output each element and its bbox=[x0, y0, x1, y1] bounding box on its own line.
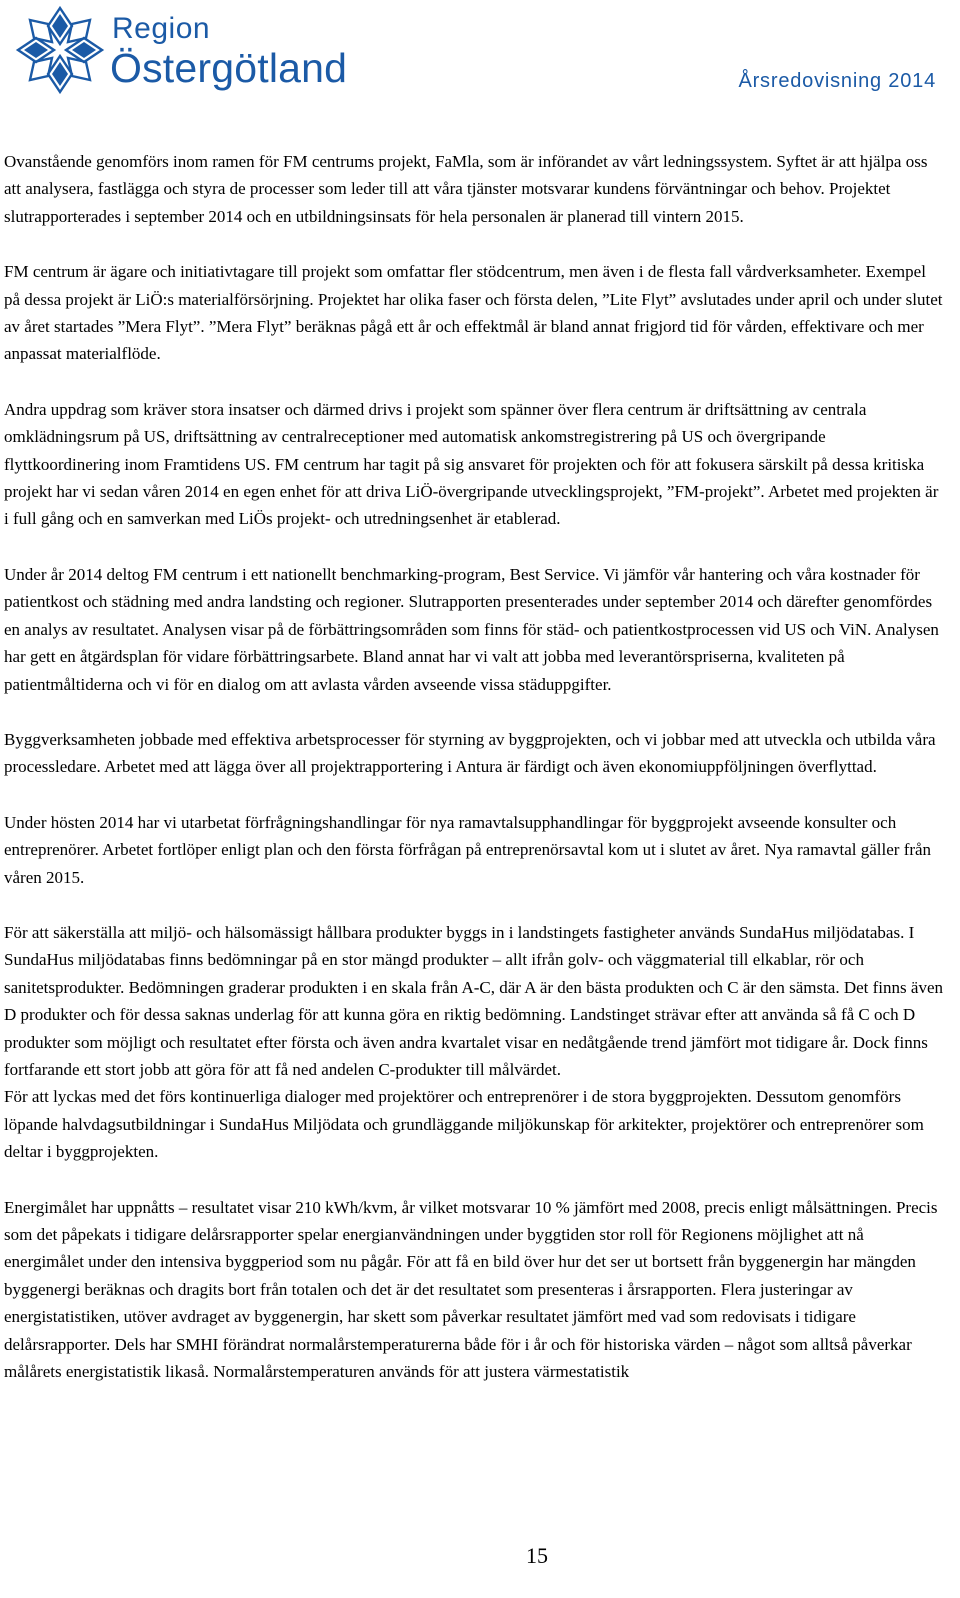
paragraph: Under hösten 2014 har vi utarbetat förfrågningshandlingar för nya ramavtalsupphandlingar för byggprojekt avseende konsulter och entreprenörer. Arbetet fortlöper enligt plan och den första förfrågan på entreprenörsavtal kom ut i slutet av året. Nya ramavtal gäller från våren 2015. bbox=[4, 812, 932, 887]
page-header bbox=[0, 0, 960, 110]
paragraph: För att lyckas med det förs kontinuerliga dialoger med projektörer och entreprenörer i de stora byggprojekten. Dessutom genomförs löpande halvdagsutbildningar i SundaHus Miljödata och grundläggande miljökunskap för arkitekter, projektörer och entreprenörer som deltar i byggprojekten. bbox=[4, 1087, 924, 1162]
region-ostergotland-logo bbox=[14, 4, 374, 100]
logo-text-ostergotland: Östergötland bbox=[110, 45, 348, 91]
paragraph: Under år 2014 deltog FM centrum i ett nationellt benchmarking-program, Best Service. Vi jämför vår hantering och våra kostnader för patientkost och städning med andra landsting och regioner. Slutrapporten presenterades under september 2014 och därefter genomfördes en analys av resultatet. Analysen visar på de förbättringsområden som finns för städ- och patientkostprocessen vid US och ViN. Analysen har gett en åtgärdsplan för vidare förbättringsarbete. Bland annat har vi valt att jobba med leverantörspriserna, kvaliteten på patientmåltiderna och vi för en dialog om att avlasta vården avseende vissa städuppgifter. bbox=[4, 564, 939, 694]
report-title: Årsredovisning 2014 bbox=[738, 70, 936, 92]
paragraph: Andra uppdrag som kräver stora insatser och därmed drivs i projekt som spänner över flera centrum är driftsättning av centrala omklädningsrum på US, driftsättning av centralreceptioner med automatisk ankomstregistrering på US och övergripande flyttkoordinering inom Framtidens US. FM centrum har tagit på sig ansvaret för projekten och för att fokusera särskilt på dessa kritiska projekt har vi sedan våren 2014 en egen enhet för att driva LiÖ-övergripande utvecklingsprojekt, ”FM-projekt”. Arbetet med projekten är i full gång och en samverkan med LiÖs projekt- och utredningsenhet är etablerad. bbox=[4, 399, 939, 529]
page-number: 15 bbox=[526, 1543, 548, 1568]
region-emblem-icon bbox=[14, 4, 106, 96]
logo-text-region: Region bbox=[112, 12, 211, 45]
paragraph: För att säkerställa att miljö- och hälsomässigt hållbara produkter byggs in i landstingets fastigheter används SundaHus miljödatabas. I SundaHus miljödatabas finns bedömningar på en stor mängd produkter – allt ifrån golv- och väggmaterial till elkablar, rör och sanitetsprodukter. Bedömningen graderar produkten i en skala från A-C, där A är den bästa produkten och C är den sämsta. Det finns även D produkter och för dessa saknas underlag för att kunna göra en riktig bedömning. Landstinget strävar efter att använda så få C och D produkter som möjligt och resultatet efter första och även andra kvartalet visar en nedåtgående trend jämfört mot tidigare år. Dock finns fortfarande ett stort jobb att göra för att få ned andelen C-produkter till målvärdet. bbox=[4, 922, 943, 1079]
paragraph: Ovanstående genomförs inom ramen för FM centrums projekt, FaMla, som är införandet av vårt ledningssystem. Syftet är att hjälpa oss att analysera, fastlägga och styra de processer som leder till att våra tjänster motsvarar kundens förväntningar och behov. Projektet slutrapporterades i september 2014 och en utbildningsinsats för hela personalen är planerad till vintern 2015. bbox=[4, 152, 928, 226]
paragraph: Byggverksamheten jobbade med effektiva arbetsprocesser för styrning av byggprojekten, och vi jobbar med att utveckla och utbilda våra processledare. Arbetet med att lägga över all projektrapportering i Antura är färdigt och även ekonomiuppföljningen överflyttad. bbox=[4, 729, 936, 777]
paragraph: Energimålet har uppnåtts – resultatet visar 210 kWh/kvm, år vilket motsvarar 10 % jämfört med 2008, precis enligt målsättningen. Precis som det påpekats i tidigare delårsrapporter spelar energianvändningen under byggtiden stor roll för Regionens möjlighet att nå energimålet under den intensiva byggperiod som nu pågår. För att få en bild över hur det ser ut bortsett från byggenergin har mängden byggenergi beräknas och dragits bort från totalen och det är det resultatet som presenteras i årsrapporten. Flera justeringar av energistatistiken, utöver avdraget av byggenergin, har skett som påverkar resultatet jämfört med vad som redovisats i tidigare delårsrapporter. Dels har SMHI förändrat normalårstemperaturerna både för i år och för historiska värden – något som alltså påverkar målårets energistatistik likaså. Normalårstemperaturen används för att justera värmestatistik bbox=[4, 1197, 938, 1382]
paragraph: FM centrum är ägare och initiativtagare till projekt som omfattar fler stödcentrum, men även i de flesta fall vårdverksamheter. Exempel på dessa projekt är LiÖ:s materialförsörjning. Projektet har olika faser och första delen, ”Lite Flyt” avslutades under april och under slutet av året startades ”Mera Flyt”. ”Mera Flyt” beräknas pågå ett år och effektmål är bland annat frigjord tid för vården, effektivare och mer anpassat materialflöde. bbox=[4, 262, 943, 364]
document-body bbox=[4, 148, 944, 1413]
